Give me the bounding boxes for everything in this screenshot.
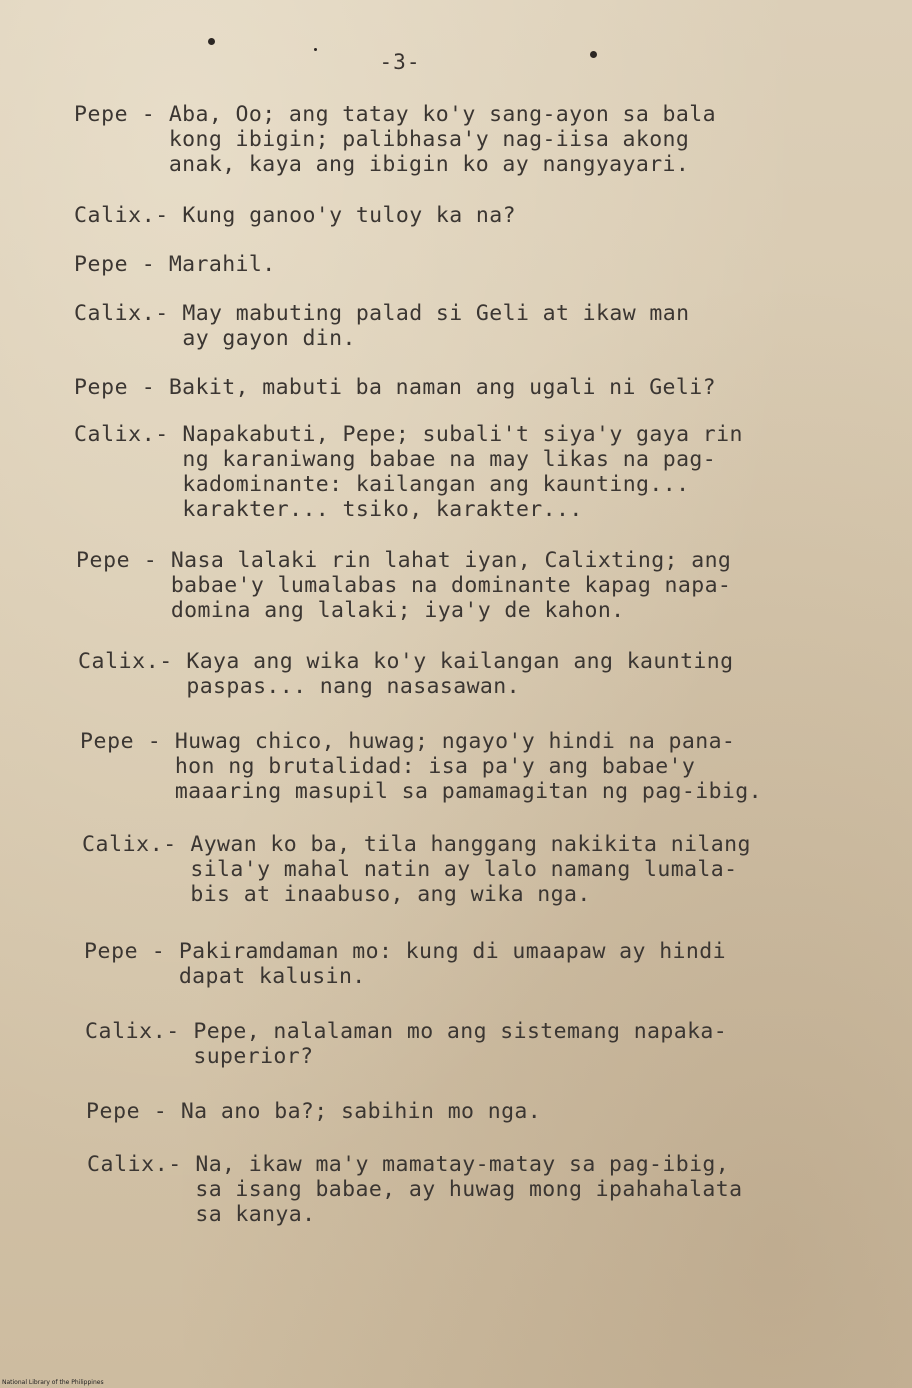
- speech-lines: [193, 1019, 890, 1069]
- dialogue-exchange: [80, 729, 890, 804]
- speech-lines: [190, 832, 890, 907]
- speaker-name: Pepe -: [86, 1099, 181, 1124]
- dialogue-exchange: [86, 1099, 890, 1124]
- page-number: -3-: [379, 50, 421, 74]
- dialogue-body: [74, 102, 890, 1227]
- speech-line: May mabuting palad si Geli at ikaw man: [182, 301, 690, 326]
- speech-lines: [182, 422, 890, 522]
- speech-lines: [186, 649, 890, 699]
- speech-line: Nasa lalaki rin lahat iyan, Calixting; ang: [170, 548, 732, 573]
- speech-lines: [182, 301, 890, 351]
- dialogue-exchange: [84, 939, 890, 989]
- speech-lines: [181, 1099, 890, 1124]
- dialogue-exchange: [82, 832, 890, 907]
- speech-line: ay gayon din.: [182, 326, 356, 351]
- speaker-name: Calix.-: [74, 422, 183, 447]
- speech-line: dapat kalusin.: [178, 964, 366, 989]
- speech-line: superior?: [193, 1044, 314, 1069]
- speech-line: Pakiramdaman mo: kung di umaapaw ay hindi: [178, 939, 726, 964]
- speech-lines: [195, 1152, 890, 1227]
- speech-line: maaaring masupil sa pamamagitan ng pag-ibig.: [174, 779, 762, 804]
- dialogue-exchange: [74, 422, 890, 522]
- speech-line: kadominante: kailangan ang kaunting...: [182, 472, 690, 497]
- speech-line: sa isang babae, ay huwag mong ipahahalata: [195, 1177, 743, 1202]
- speaker-name: Pepe -: [80, 729, 175, 754]
- speech-lines: [171, 548, 890, 623]
- dialogue-exchange: [85, 1019, 890, 1069]
- speaker-name: Calix.-: [82, 832, 191, 857]
- speech-line: Aywan ko ba, tila hanggang nakikita nilang: [190, 832, 751, 857]
- speech-line: karakter... tsiko, karakter...: [182, 497, 583, 522]
- speech-lines: [169, 375, 890, 400]
- speaker-name: Pepe -: [76, 548, 171, 573]
- speech-line: bis at inaabuso, ang wika nga.: [190, 882, 591, 907]
- speaker-name: Calix.-: [74, 203, 183, 228]
- speech-line: Kaya ang wika ko'y kailangan ang kaunting: [186, 649, 734, 674]
- speech-line: ng karaniwang babae na may likas na pag-: [182, 447, 717, 472]
- speech-line: paspas... nang nasasawan.: [186, 674, 520, 699]
- speech-line: Marahil.: [168, 252, 276, 277]
- dialogue-exchange: [78, 649, 890, 699]
- punch-hole-left: [208, 38, 215, 45]
- speech-line: Kung ganoo'y tuloy ka na?: [182, 203, 516, 228]
- speech-line: Aba, Oo; ang tatay ko'y sang-ayon sa bala: [168, 102, 716, 127]
- library-watermark: National Library of the Philippines: [2, 1379, 104, 1386]
- dialogue-exchange: [74, 102, 890, 177]
- speech-line: kong ibigin; palibhasa'y nag-iisa akong: [168, 127, 690, 152]
- speech-line: Na, ikaw ma'y mamatay-matay sa pag-ibig,: [195, 1152, 730, 1177]
- speech-lines: [169, 252, 890, 277]
- speech-line: domina ang lalaki; iya'y de kahon.: [170, 598, 625, 623]
- speech-line: Pepe, nalalaman mo ang sistemang napaka-: [193, 1019, 728, 1044]
- speech-line: babae'y lumalabas na dominante kapag napa-: [170, 573, 732, 598]
- speech-line: Na ano ba?; sabihin mo nga.: [180, 1099, 542, 1124]
- speaker-name: Calix.-: [74, 301, 183, 326]
- dialogue-exchange: [76, 548, 890, 623]
- dialogue-exchange: [87, 1152, 890, 1227]
- speech-line: Huwag chico, huwag; ngayo'y hindi na pana-: [174, 729, 736, 754]
- speech-line: Bakit, mabuti ba naman ang ugali ni Geli?: [168, 375, 716, 400]
- speaker-name: Calix.-: [87, 1152, 196, 1177]
- speech-lines: [175, 729, 890, 804]
- speech-lines: [182, 203, 890, 228]
- speech-line: sila'y mahal natin ay lalo namang lumala-: [190, 857, 738, 882]
- speaker-name: Pepe -: [74, 252, 169, 277]
- speaker-name: Calix.-: [85, 1019, 194, 1044]
- speech-line: hon ng brutalidad: isa pa'y ang babae'y: [174, 754, 696, 779]
- speaker-name: Pepe -: [74, 102, 169, 127]
- speech-line: anak, kaya ang ibigin ko ay nangyayari.: [168, 152, 690, 177]
- dialogue-exchange: [74, 252, 890, 277]
- dialogue-exchange: [74, 375, 890, 400]
- dialogue-exchange: [74, 203, 890, 228]
- speech-line: Napakabuti, Pepe; subali't siya'y gaya rin: [182, 422, 743, 447]
- speaker-name: Pepe -: [74, 375, 169, 400]
- speaker-name: Pepe -: [84, 939, 179, 964]
- speech-lines: [179, 939, 890, 989]
- speech-line: sa kanya.: [195, 1202, 316, 1227]
- speech-lines: [169, 102, 890, 177]
- dialogue-exchange: [74, 301, 890, 351]
- speaker-name: Calix.-: [78, 649, 187, 674]
